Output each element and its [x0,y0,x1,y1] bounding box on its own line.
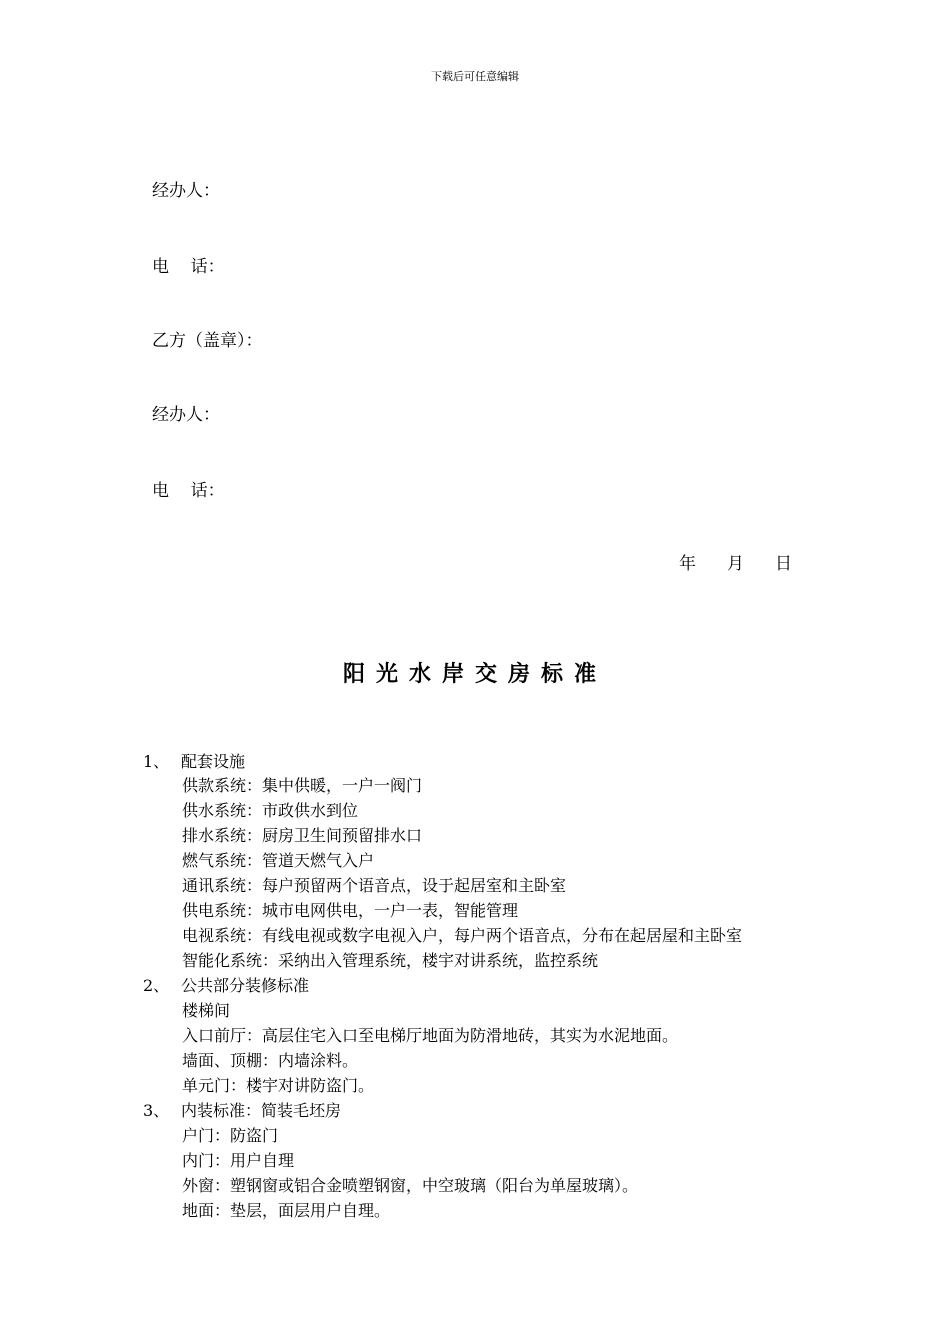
page-title: 阳光水岸交房标准 [342,661,607,687]
list-item: 排水系统：厨房卫生间预留排水口 [182,826,423,845]
list-item: 入口前厅：高层住宅入口至电梯厅地面为防滑地砖，其实为水泥地面。 [182,1026,679,1045]
list-item: 供水系统：市政供水到位 [182,801,359,820]
party-a-agent-label: 经办人： [152,181,220,201]
section-title: 公共部分装修标准 [181,976,310,995]
party-b-agent-label: 经办人： [152,405,220,425]
list-item: 内门：用户自理 [182,1151,295,1170]
list-item: 单元门：楼宇对讲防盗门。 [182,1076,375,1095]
section-title: 内装标准：简装毛坯房 [181,1101,342,1120]
list-item: 墙面、顶棚：内墙涂料。 [182,1051,359,1070]
list-item: 供款系统：集中供暖，一户一阀门 [182,776,423,795]
date-day: 日 [775,554,792,574]
section-number: 3、 [143,1101,170,1120]
header-note: 下载后可任意编辑 [431,70,519,83]
list-item: 楼梯间 [182,1001,231,1020]
section-number: 1、 [143,752,170,771]
date-year: 年 [679,554,696,574]
date-month: 月 [727,554,744,574]
party-b-label: 乙方（盖章）： [152,331,263,351]
list-item: 电视系统：有线电视或数字电视入户，每户两个语音点，分布在起居屋和主卧室 [182,926,743,945]
list-item: 外窗：塑钢窗或铝合金喷塑钢窗，中空玻璃（阳台为单屋玻璃）。 [182,1176,639,1195]
section-number: 2、 [143,976,170,995]
list-item: 供电系统：城市电网供电，一户一表，智能管理 [182,901,519,920]
list-item: 燃气系统：管道天燃气入户 [182,851,375,870]
party-a-phone-label: 电 话： [152,257,225,277]
list-item: 户门：防盗门 [182,1126,279,1145]
list-item: 通讯系统：每户预留两个语音点，设于起居室和主卧室 [182,876,567,895]
list-item: 智能化系统：采纳出入管理系统，楼宇对讲系统，监控系统 [182,951,599,970]
section-title: 配套设施 [181,752,246,771]
list-item: 地面：垫层，面层用户自理。 [182,1201,391,1220]
party-b-phone-label: 电 话： [152,481,225,501]
